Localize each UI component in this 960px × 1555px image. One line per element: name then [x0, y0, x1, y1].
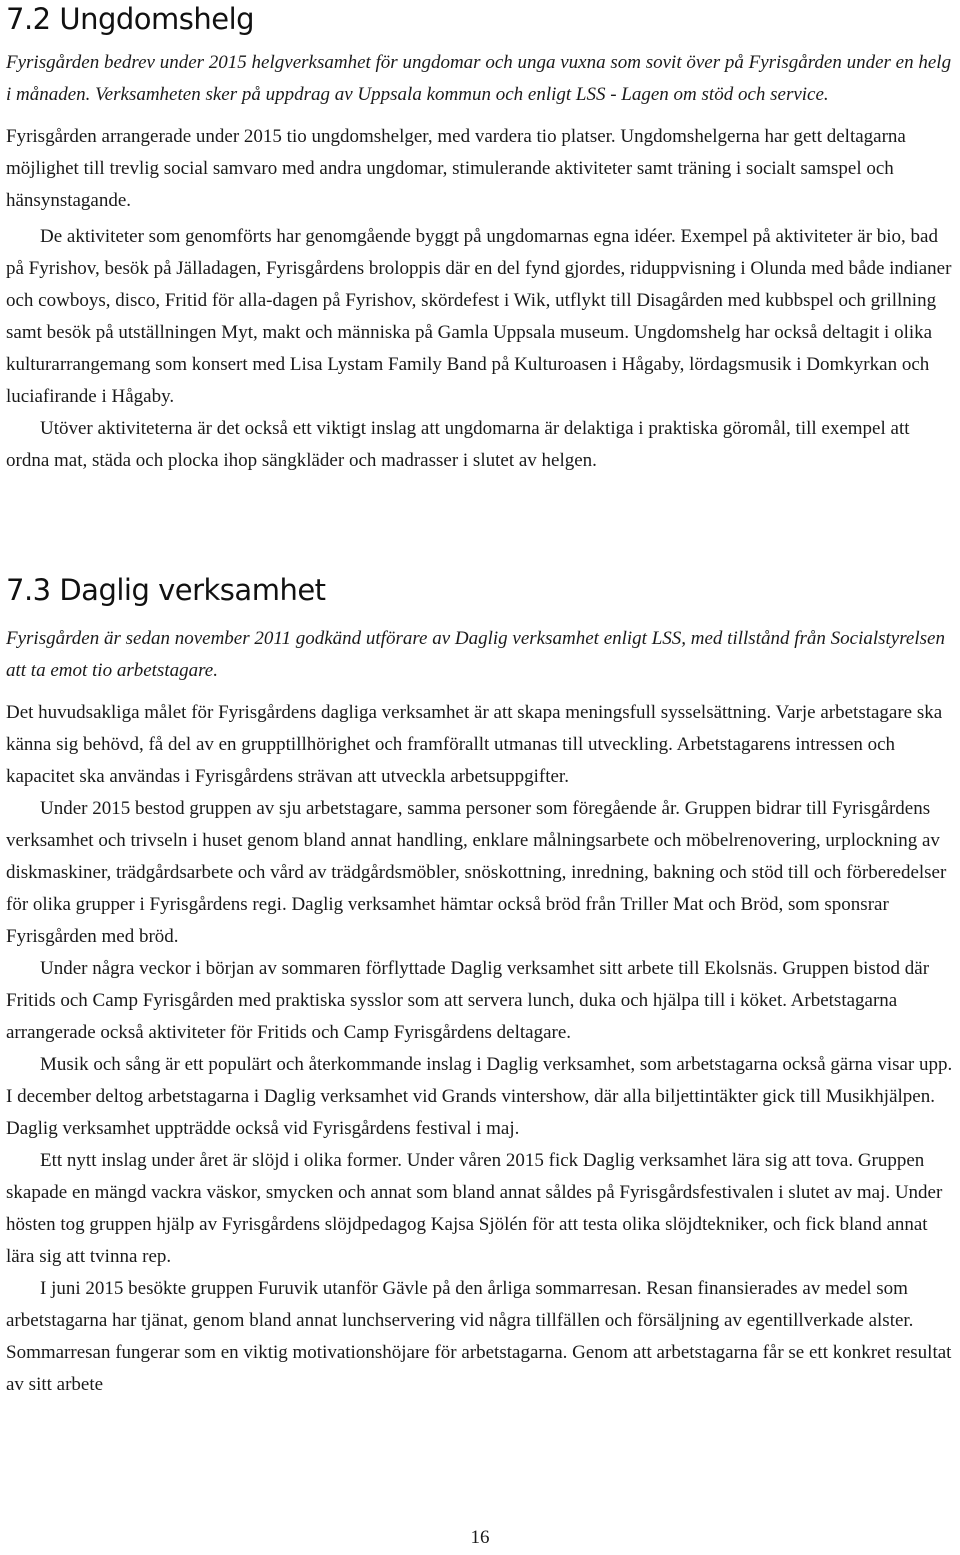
paragraph: Under några veckor i början av sommaren förflyttade Daglig verksamhet sitt arbete till Ekolsnäs. Gruppen bistod där Fritids och Camp Fyrisgården med praktiska sysslor som att servera lunch, duka och hjälpa till i köket. Arbetstagarna arrangerade också aktiviteter för Fritids och Camp Fyrisgårdens deltagare.	[6, 958, 930, 1043]
paragraph: Ett nytt inslag under året är slöjd i olika former. Under våren 2015 fick Daglig verksamhet lära sig att tova. Gruppen skapade en mängd vackra väskor, smycken och annat som bland annat såldes på Fyrisgårdsfestivalen i slutet av maj. Under hösten tog gruppen hjälp av Fyrisgårdens slöjdpedagog Kajsa Sjölén för att testa olika slöjdtekniker, och fick bland annat lära sig att tvinna rep.	[6, 1150, 943, 1267]
paragraph: De aktiviteter som genomförts har genomgående byggt på ungdomarnas egna idéer. Exempel på aktiviteter är bio, bad på Fyrishov, besök på Jälladagen, Fyrisgårdens broloppis där en del fynd gjordes, riduppvisning i Olunda med både indianer och cowboys, disco, Fritid för alla-dagen på Fyrishov, skördefest i Wik, utflykt till Disagården med kubbspel och grillning samt besök på utställningen Myt, makt och människa på Gamla Uppsala museum. Ungdomshelg har också deltagit i olika kulturarrangemang som konsert med Lisa Lystam Family Band på Kulturoasen i Hågaby, lördagsmusik i Domkyrkan och luciafirande i Hågaby.	[6, 226, 952, 407]
section-daglig-verksamhet	[6, 623, 954, 1401]
paragraph: Det huvudsakliga målet för Fyrisgårdens dagliga verksamhet är att skapa meningsfull sysselsättning. Varje arbetstagare ska känna sig behövd, få del av en grupptillhörighet och framförallt utmanas till utveckling. Arbetstagarens intressen och kapacitet ska användas i Fyrisgårdens strävan att utveckla arbetsuppgifter.	[6, 702, 943, 787]
section-heading-daglig-verksamhet: 7.3 Daglig verksamhet	[6, 573, 326, 607]
paragraph: I juni 2015 besökte gruppen Furuvik utanför Gävle på den årliga sommarresan. Resan finansierades av medel som arbetstagarna har tjänat, genom bland annat lunchservering vid några tillfällen och försäljning av egentillverkade alster. Sommarresan fungerar som en viktig motivationshöjare för arbetstagarna. Genom att arbetstagarna får se ett konkret resultat av sitt arbete	[6, 1278, 952, 1395]
paragraph: Fyrisgården arrangerade under 2015 tio ungdomshelger, med vardera tio platser. Ungdomshelgerna har gett deltagarna möjlighet till trevlig social samvaro med andra ungdomar, stimulerande aktiviteter samt träning i socialt samspel och hänsynstagande.	[6, 126, 906, 211]
page-number: 16	[470, 1527, 490, 1548]
paragraph: Utöver aktiviteterna är det också ett viktigt inslag att ungdomarna är delaktiga i praktiska göromål, till exempel att ordna mat, städa och plocka ihop sängkläder och madrasser i slutet av helgen.	[6, 418, 910, 471]
paragraph: Musik och sång är ett populärt och återkommande inslag i Daglig verksamhet, som arbetstagarna också gärna visar upp. I december deltog arbetstagarna i Daglig verksamhet vid Grands vintershow, där alla biljettintäkter gick till Musikhjälpen. Daglig verksamhet uppträdde också vid Fyrisgårdens festival i maj.	[6, 1054, 953, 1139]
paragraph: Under 2015 bestod gruppen av sju arbetstagare, samma personer som föregående år. Gruppen bidrar till Fyrisgårdens verksamhet och trivseln i huset genom bland annat handling, enklare målningsarbete och möbelrenovering, urplockning av diskmaskiner, trädgårdsarbete och vård av trädgårdsmöbler, snöskottning, inredning, bakning och stöd till och förberedelser för olika grupper i Fyrisgårdens regi. Daglig verksamhet hämtar också bröd från Triller Mat och Bröd, som sponsrar Fyrisgården med bröd.	[6, 798, 947, 947]
section-ungdomshelg	[6, 47, 954, 477]
section-intro: Fyrisgården är sedan november 2011 godkänd utförare av Daglig verksamhet enligt LSS, med tillstånd från Socialstyrelsen att ta emot tio arbetstagare.	[6, 628, 945, 681]
section-heading-ungdomshelg: 7.2 Ungdomshelg	[6, 2, 255, 36]
section-intro: Fyrisgården bedrev under 2015 helgverksamhet för ungdomar och unga vuxna som sovit över på Fyrisgården under en helg i månaden. Verksamheten sker på uppdrag av Uppsala kommun och enligt LSS - Lagen om stöd och service.	[6, 52, 952, 105]
